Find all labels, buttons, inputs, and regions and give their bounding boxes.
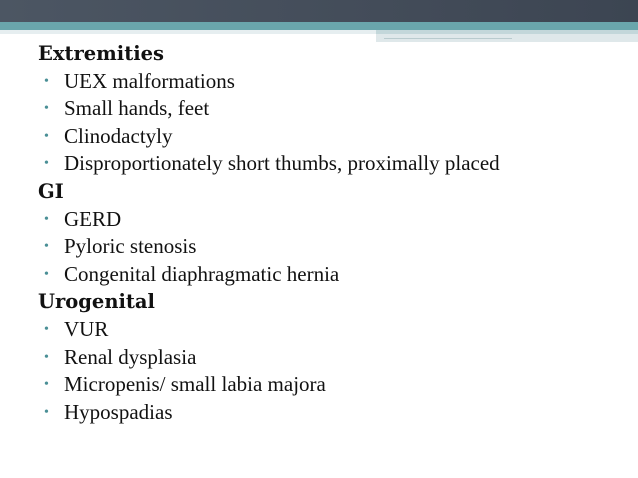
list-item-text: Small hands, feet [64,96,210,121]
list-item [38,123,628,151]
header-bar-dark [0,0,638,22]
bullet-icon: • [44,73,49,89]
bullet-icon: • [44,321,49,337]
bullet-icon: • [44,349,49,365]
header-bar-teal [0,22,638,30]
list-item [38,150,628,178]
bullet-icon: • [44,128,49,144]
list-item [38,206,628,234]
section-urogenital [38,288,628,426]
section-title: Urogenital [38,290,155,314]
list-item-text: Micropenis/ small labia majora [64,372,326,397]
list-item-text: Disproportionately short thumbs, proximally placed [64,151,500,176]
slide-content [38,40,628,426]
list-item-text: UEX malformations [64,68,235,93]
list-item [38,399,628,427]
list-item [38,316,628,344]
bullet-icon: • [44,266,49,282]
section-extremities [38,40,628,178]
list-item-text: GERD [64,206,122,231]
list-item-text: VUR [64,316,109,341]
section-gi [38,178,628,288]
bullet-icon: • [44,404,49,420]
list-item [38,261,628,289]
list-item-text: Pyloric stenosis [64,234,197,259]
list-item [38,233,628,261]
list-item-text: Hypospadias [64,399,173,424]
bullet-icon: • [44,377,49,393]
list-item-text: Renal dysplasia [64,344,197,369]
bullet-icon: • [44,239,49,255]
list-item [38,344,628,372]
section-title: Extremities [38,42,165,65]
section-title: GI [38,179,64,203]
bullet-icon: • [44,101,49,117]
list-item-text: Congenital diaphragmatic hernia [64,261,340,286]
list-item-text: Clinodactyly [64,123,173,148]
bullet-icon: • [44,211,49,227]
bullet-icon: • [44,156,49,172]
list-item [38,371,628,399]
list-item [38,95,628,123]
list-item [38,68,628,96]
